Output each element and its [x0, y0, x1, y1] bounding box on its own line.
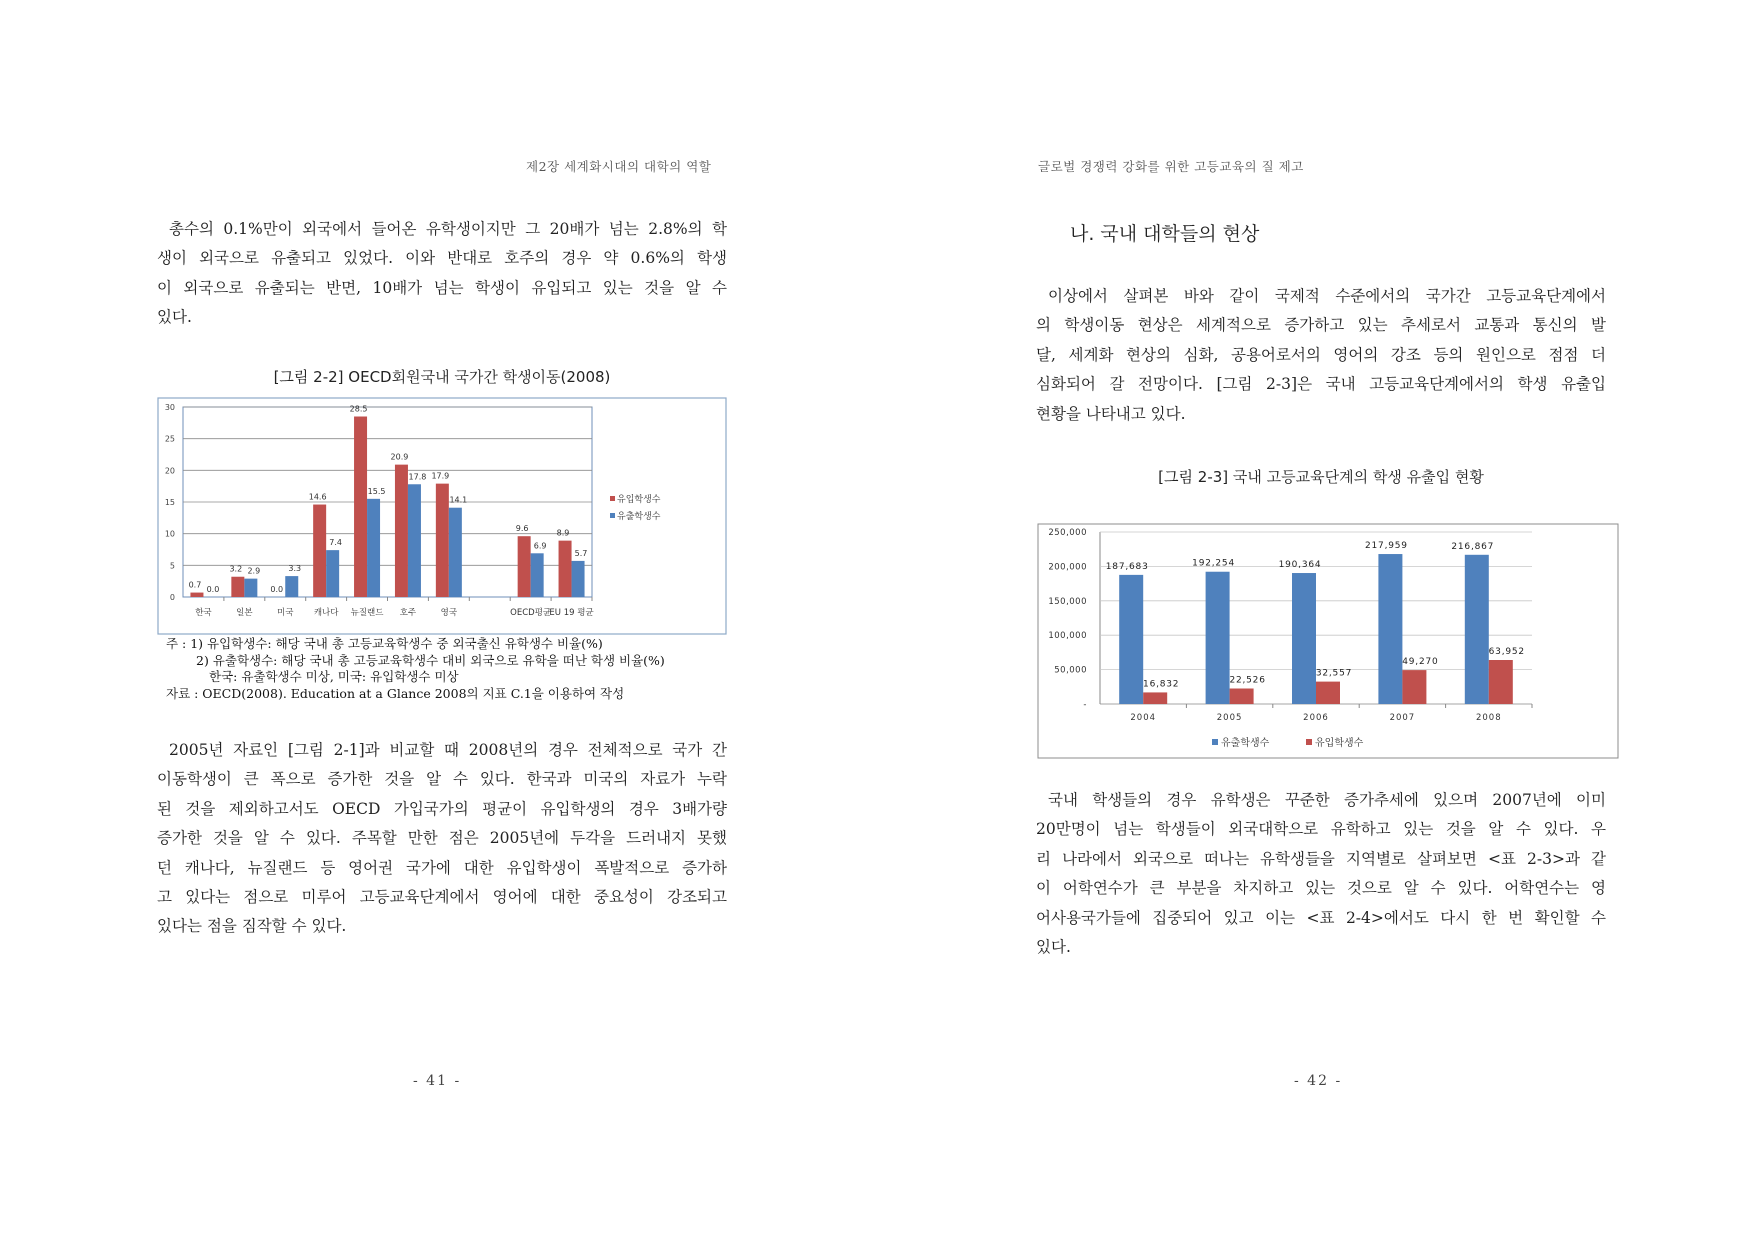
data-label: 2.9 — [247, 566, 261, 576]
data-label: 187,683 — [1105, 561, 1149, 572]
bar-outbound — [1378, 554, 1402, 704]
data-label: 20.9 — [390, 452, 409, 462]
bar-inbound — [1489, 660, 1513, 704]
paragraph-line: 된 것을 제외하고서도 OECD 가입국가의 평균이 유입학생의 경우 3배가량 — [157, 799, 727, 818]
paragraph-line: 던 캐나다, 뉴질랜드 등 영어권 국가에 대한 유입학생이 폭발적으로 증가하 — [157, 858, 727, 877]
bar-outbound — [1119, 575, 1143, 704]
bar-inbound — [1402, 670, 1426, 704]
x-tick-label: 2007 — [1389, 713, 1416, 723]
x-tick-label: 일본 — [236, 608, 253, 618]
y-tick-label: 150,000 — [1048, 596, 1087, 607]
y-tick-label: 50,000 — [1054, 665, 1087, 676]
x-tick-label: 2004 — [1130, 713, 1157, 723]
paragraph-line: 20만명이 넘는 학생들이 외국대학으로 유학하고 있는 것을 알 수 있다. 우 — [1036, 820, 1606, 839]
data-label: 16,832 — [1143, 679, 1180, 690]
x-tick-label: 한국 — [195, 608, 212, 618]
x-tick-label: 캐나다 — [313, 608, 339, 618]
y-tick-label: 200,000 — [1048, 562, 1087, 573]
data-label: 63,952 — [1488, 647, 1525, 658]
bar-outbound — [1206, 572, 1230, 704]
data-label: 0.7 — [188, 580, 202, 590]
paragraph-line: 증가한 것을 알 수 있다. 주목할 만한 점은 2005년에 두각을 드러내지 못했 — [157, 829, 727, 848]
y-tick-label: 100,000 — [1048, 631, 1087, 642]
data-label: 49,270 — [1402, 657, 1439, 668]
paragraph-line: 있다. — [157, 308, 192, 327]
note-1: 주 : 1) 유입학생수: 해당 국내 총 고등교육학생수 중 외국출신 유학생수 비율(%) — [166, 636, 603, 651]
data-label: 190,364 — [1278, 560, 1322, 571]
page-number-41: - 41 - — [413, 1073, 462, 1089]
figure-caption-2-2: [그림 2-2] OECD회원국내 국가간 학생이동(2008) — [273, 368, 611, 386]
bar-inbound — [1230, 689, 1254, 704]
y-tick-label: 250,000 — [1048, 528, 1087, 538]
paragraph-line: 국내 학생들의 경우 유학생은 꾸준한 증가추세에 있으며 2007년에 이미 — [1048, 791, 1606, 809]
data-label: 17.9 — [431, 471, 450, 481]
paragraph-line: 있다. — [1036, 937, 1071, 956]
y-tick-label: 25 — [164, 434, 175, 444]
data-label: 14.6 — [308, 492, 327, 502]
bar-inbound — [1316, 682, 1340, 704]
data-label: 17.8 — [408, 472, 427, 482]
paragraph-line: 이 외국으로 유출되는 반면, 10배가 넘는 학생이 유입되고 있는 것을 알 수 — [157, 278, 727, 297]
paragraph-line: 있다는 점을 짐작할 수 있다. — [157, 917, 347, 936]
data-label: 192,254 — [1192, 558, 1236, 569]
y-tick-label: 5 — [169, 561, 175, 571]
data-label: 6.9 — [533, 541, 547, 551]
y-tick-label: 30 — [164, 403, 175, 412]
data-label: 9.6 — [515, 524, 529, 534]
note-2: 2) 유출학생수: 해당 국내 총 고등교육학생수 대비 외국으로 유학을 떠난 학생 비율(%) — [196, 652, 665, 668]
x-tick-label: OECD평균 — [510, 608, 552, 618]
running-header-right: 글로벌 경쟁력 강화를 위한 고등교육의 질 제고 — [1038, 159, 1304, 174]
paragraph-line: 총수의 0.1%만이 외국에서 들어온 유학생이지만 그 20배가 넘는 2.8%의 학 — [169, 220, 727, 238]
x-tick-label: 2008 — [1475, 713, 1502, 723]
y-tick-label: 15 — [164, 498, 175, 507]
data-label: 3.2 — [229, 564, 243, 574]
section-heading: 나. 국내 대학들의 현상 — [1070, 223, 1260, 245]
data-label: 7.4 — [329, 538, 343, 548]
x-tick-label: 2006 — [1303, 713, 1329, 723]
note-source: 자료 : OECD(2008). Education at a Glance 2008의 지표 C.1을 이용하여 작성 — [166, 685, 625, 701]
running-header-left: 제2장 세계화시대의 대학의 역할 — [526, 159, 712, 174]
x-tick-label: 미국 — [277, 608, 294, 618]
data-label: 28.5 — [349, 404, 368, 414]
bar-outbound — [1465, 555, 1489, 704]
legend-label: 유입학생수 — [1315, 738, 1364, 749]
data-label: 22,526 — [1229, 675, 1266, 686]
paragraph-line: 2005년 자료인 [그림 2-1]과 비교할 때 2008년의 경우 전체적으로 국가 간 — [169, 741, 727, 759]
paragraph-line: 달, 세계화 현상의 심화, 공용어로서의 영어의 강조 등의 원인으로 점점 더 — [1036, 345, 1606, 364]
paragraph-line: 어사용국가들에 집중되어 있고 이는 <표 2-4>에서도 다시 한 번 확인할 수 — [1036, 908, 1606, 927]
y-tick-label: 20 — [164, 466, 175, 476]
paragraph-line: 리 나라에서 외국으로 떠나는 유학생들을 지역별로 살펴보면 <표 2-3>과 같 — [1036, 849, 1606, 868]
data-label: 3.3 — [288, 564, 302, 574]
x-tick-label: EU 19 평균 — [549, 608, 594, 618]
y-tick-label: - — [1083, 700, 1087, 710]
paragraph-line: 이상에서 살펴본 바와 같이 국제적 수준에서의 국가간 고등교육단계에서 — [1048, 287, 1606, 305]
legend-label: 유입학생수 — [617, 495, 661, 505]
data-label: 5.7 — [574, 548, 588, 558]
paragraph-line: 심화되어 갈 전망이다. [그림 2-3]은 국내 고등교육단계에서의 학생 유출입 — [1036, 375, 1606, 394]
data-label: 0.0 — [270, 585, 284, 594]
data-label: 0.0 — [206, 585, 220, 594]
note-3: 한국: 유출학생수 미상, 미국: 유입학생수 미상 — [209, 669, 459, 684]
x-tick-label: 호주 — [399, 608, 417, 618]
legend-swatch — [1306, 739, 1312, 745]
paragraph-line: 현황을 나타내고 있다. — [1036, 404, 1186, 423]
figure-caption-2-3: [그림 2-3] 국내 고등교육단계의 학생 유출입 현황 — [1158, 468, 1484, 486]
paragraph-line: 생이 외국으로 유출되고 있었다. 이와 반대로 호주의 경우 약 0.6%의 학생 — [157, 249, 727, 268]
data-label: 216,867 — [1451, 541, 1495, 552]
right-paragraph-2 — [1036, 786, 1606, 962]
bar-inbound — [1143, 692, 1167, 704]
x-tick-label: 영국 — [440, 608, 458, 618]
legend-label: 유출학생수 — [1221, 738, 1270, 749]
data-label: 8.9 — [556, 528, 570, 538]
y-tick-label: 10 — [164, 529, 175, 539]
x-tick-label: 뉴질랜드 — [350, 608, 384, 618]
legend-swatch — [1212, 739, 1218, 745]
paragraph-line: 의 학생이동 현상은 세계적으로 증가하고 있는 추세로서 교통과 통신의 발 — [1036, 316, 1606, 335]
y-tick-label: 0 — [169, 593, 175, 602]
paragraph-line: 이 어학연수가 큰 부분을 차지하고 있는 것으로 알 수 있다. 어학연수는 영 — [1036, 879, 1606, 898]
data-label: 14.1 — [449, 495, 468, 505]
legend-label: 유출학생수 — [617, 512, 661, 522]
data-label: 15.5 — [367, 486, 386, 496]
paragraph-line: 이동학생이 큰 폭으로 증가한 것을 알 수 있다. 한국과 미국의 자료가 누락 — [157, 770, 727, 789]
x-tick-label: 2005 — [1216, 713, 1243, 723]
data-label: 32,557 — [1315, 668, 1353, 679]
paragraph-line: 고 있다는 점으로 미루어 고등교육단계에서 영어에 대한 중요성이 강조되고 — [157, 887, 727, 906]
bar-outbound — [1292, 573, 1316, 704]
page-number-42: - 42 - — [1294, 1073, 1343, 1089]
data-label: 217,959 — [1364, 541, 1408, 552]
